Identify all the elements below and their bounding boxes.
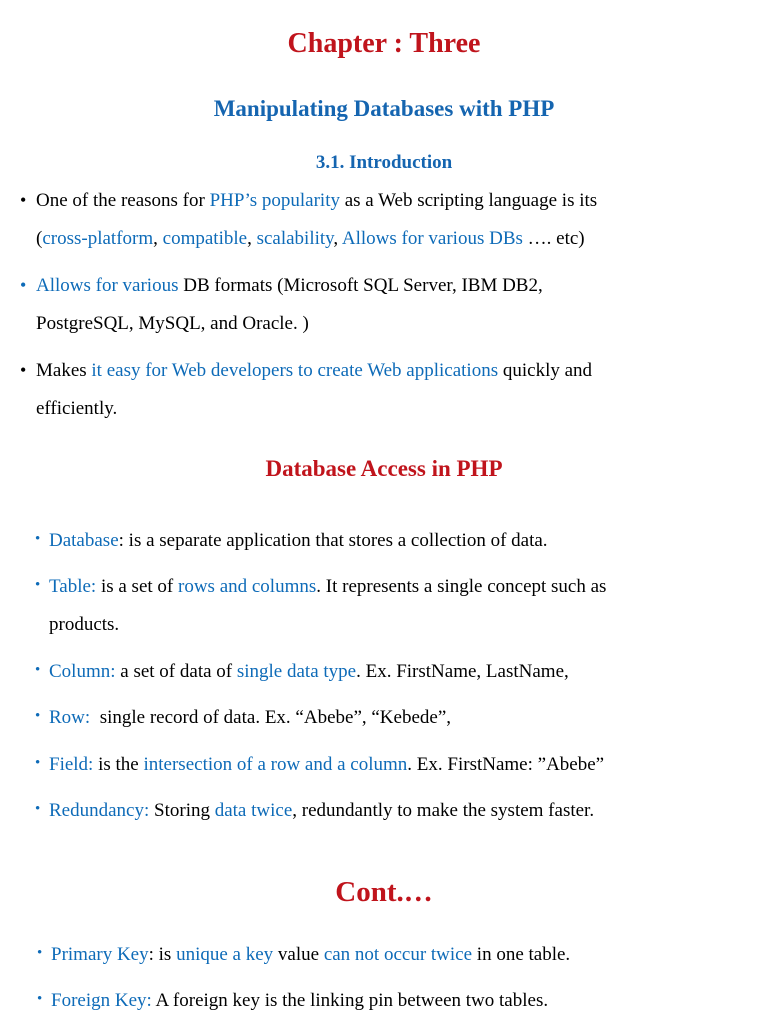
subtitle: Manipulating Databases with PHP <box>213 96 555 121</box>
bullet-marker: • <box>20 275 27 295</box>
chapter-title: Chapter : Three <box>287 28 481 59</box>
bullet-marker: • <box>35 801 41 817</box>
definition-foreign-key: Foreign Key: A foreign key is the linking pin between two tables. <box>51 990 549 1011</box>
bullet-marker: • <box>37 991 43 1007</box>
bullet-marker: • <box>20 190 27 210</box>
definition-table: Table: is a set of rows and columns. It represents a single concept such as products. <box>49 576 607 635</box>
intro-bullet-1-line2: (cross-platform, compatible, scalability, Allows for various DBs …. etc) <box>36 228 585 249</box>
bullet-marker: • <box>35 531 41 547</box>
bullet-marker: • <box>35 755 41 771</box>
definition-row: Row: single record of data. Ex. “Abebe”, “Kebede”, <box>49 707 452 728</box>
cont-heading: Cont.… <box>335 876 433 908</box>
bullet-marker: • <box>37 945 43 961</box>
definition-column: Column: a set of data of single data type. Ex. FirstName, LastName, <box>49 661 569 682</box>
intro-bullet-1-line1: One of the reasons for PHP’s popularity as a Web scripting language is its <box>36 190 598 211</box>
intro-bullet-1 <box>36 182 713 258</box>
bullet-marker: • <box>35 662 41 678</box>
bullet-marker: • <box>20 360 27 380</box>
bullet-marker: • <box>35 708 41 724</box>
intro-bullet-3 <box>36 352 713 428</box>
intro-bullet-3-line1: Makes it easy for Web developers to create Web applications quickly and <box>36 360 593 381</box>
db-access-heading: Database Access in PHP <box>265 456 503 481</box>
section-heading: 3.1. Introduction <box>315 152 453 173</box>
intro-bullet-2 <box>36 267 713 343</box>
intro-bullet-3-line2: efficiently. <box>36 398 118 419</box>
intro-bullet-2-line1: Allows for various DB formats (Microsoft SQL Server, IBM DB2, <box>36 275 543 296</box>
definition-database: Database: is a separate application that stores a collection of data. <box>49 530 548 551</box>
intro-bullet-2-line2: PostgreSQL, MySQL, and Oracle. ) <box>36 313 309 334</box>
definition-field: Field: is the intersection of a row and a column. Ex. FirstName: ”Abebe” <box>49 754 605 775</box>
definition-primary-key: Primary Key: is unique a key value can not occur twice in one table. <box>51 944 571 965</box>
definition-redundancy: Redundancy: Storing data twice, redundantly to make the system faster. <box>49 800 595 821</box>
bullet-marker: • <box>35 577 41 593</box>
